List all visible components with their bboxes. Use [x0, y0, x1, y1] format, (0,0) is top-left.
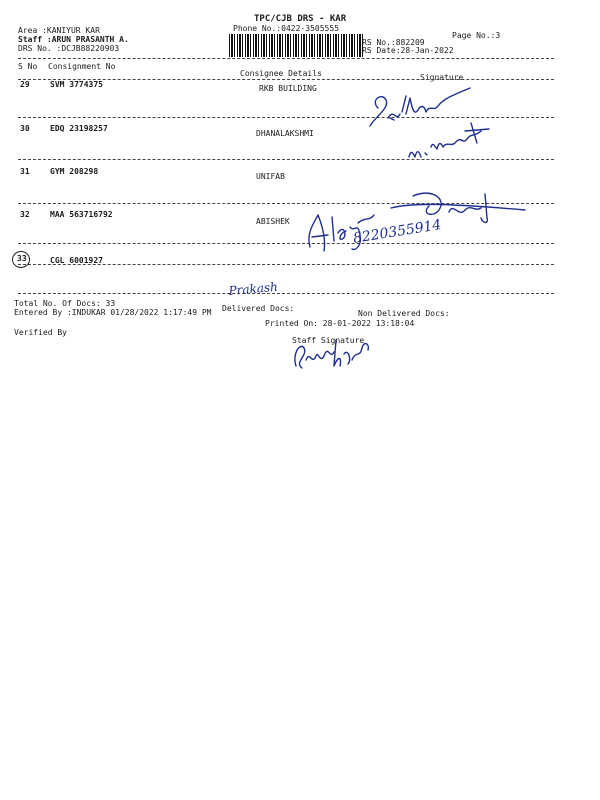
- row-consignee: DHANALAKSHMI: [256, 129, 314, 138]
- barcode: [229, 34, 365, 57]
- column-consignee: Consignee Details: [240, 69, 322, 78]
- row-consignee: UNIFAB: [256, 172, 285, 181]
- non-delivered-docs: Non Delivered Docs:: [358, 309, 450, 318]
- rs-number: RS No.:882209: [362, 38, 425, 47]
- phone-number: Phone No.:0422-3505555: [233, 24, 339, 33]
- handwritten-name: Prakash: [228, 279, 279, 298]
- verified-by: Verified By: [14, 328, 67, 337]
- row-sno: 31: [20, 167, 30, 176]
- total-docs: Total No. Of Docs: 33: [14, 299, 116, 308]
- row-consignment: GYM 208298: [50, 167, 99, 176]
- handwritten-phone: 8220355914: [352, 217, 443, 247]
- column-signature: Signature: [420, 73, 464, 82]
- area-label: Area :KANIYUR KAR: [18, 26, 100, 35]
- row-sno: 30: [20, 124, 30, 133]
- row-consignment: MAA 563716792: [50, 210, 113, 219]
- row-consignment: SVM 3774375: [50, 80, 103, 89]
- staff-signature-label: Staff Signature: [292, 336, 365, 345]
- entered-by: Entered By :INDUKAR 01/28/2022 1:17:49 PM: [14, 308, 212, 317]
- row-consignment: CGL 6001927: [50, 256, 103, 265]
- rs-date: RS Date:28-Jan-2022: [362, 46, 454, 55]
- row-sno: 29: [20, 80, 30, 89]
- signature-dhanalakshmi: [405, 117, 505, 167]
- delivered-docs: Delivered Docs:: [222, 304, 295, 313]
- drs-number: DRS No. :DCJB88220903: [18, 44, 120, 53]
- row-divider: [18, 264, 554, 265]
- row-divider: [18, 293, 554, 294]
- row-consignee: ABISHEK: [256, 217, 290, 226]
- row-consignment: EDQ 23198257: [50, 124, 108, 133]
- row-divider: [18, 243, 554, 244]
- column-sno: S No: [18, 62, 38, 71]
- printed-on: Printed On: 28-01-2022 13:18:04: [265, 319, 415, 328]
- staff-signature: [290, 330, 380, 375]
- row-sno: 33: [17, 254, 27, 263]
- column-consignment: Consignment No: [48, 62, 116, 71]
- staff-label: Staff :ARUN PRASANTH A.: [18, 35, 129, 44]
- document-title: TPC/CJB DRS - KAR: [254, 14, 347, 24]
- divider: [18, 58, 554, 59]
- page-number: Page No.:3: [452, 31, 501, 40]
- row-sno: 32: [20, 210, 30, 219]
- row-consignee: RKB BUILDING: [259, 84, 317, 93]
